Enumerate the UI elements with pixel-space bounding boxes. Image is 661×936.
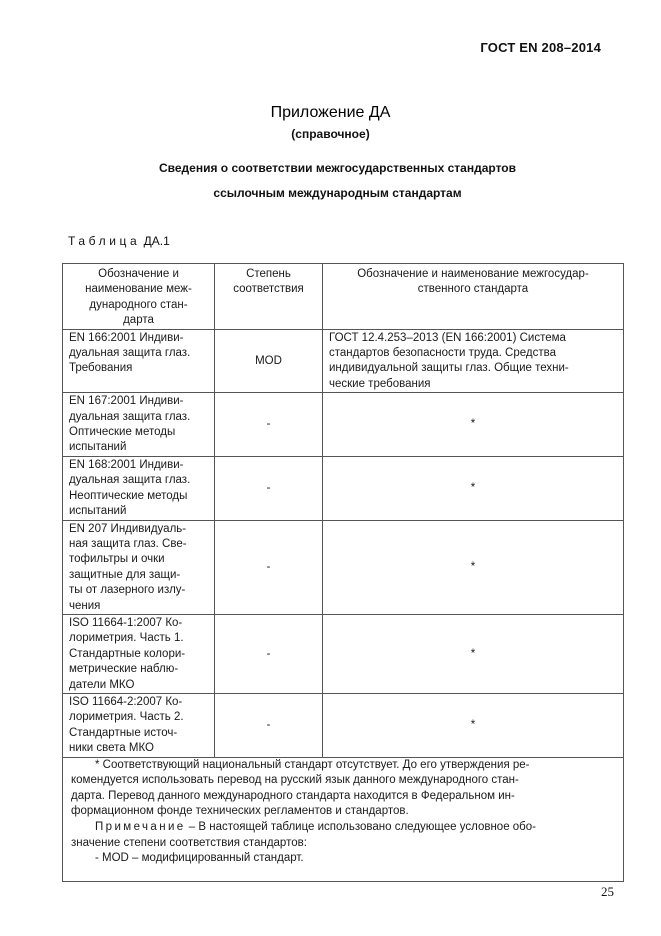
note-line: - MOD – модифицированный стандарт. bbox=[95, 852, 304, 865]
cell-line: Стандартные колори- bbox=[69, 647, 186, 660]
cell-line: ISO 11664-2:2007 Ко- bbox=[69, 695, 183, 708]
cell-international-standard bbox=[63, 693, 215, 757]
note-line bbox=[71, 820, 615, 836]
cell-degree: - bbox=[215, 393, 323, 457]
cell-line: ГОСТ 12.4.253–2013 (EN 166:2001) Система bbox=[329, 331, 566, 344]
table-footnote bbox=[63, 757, 624, 881]
column-header-national bbox=[323, 264, 624, 330]
cell-national-standard bbox=[323, 329, 624, 393]
cell-line: ники света МКО bbox=[69, 742, 154, 755]
column-header-degree bbox=[215, 264, 323, 330]
cell-degree: - bbox=[215, 693, 323, 757]
cell-line: датели МКО bbox=[69, 678, 135, 691]
cell-line: лориметрия. Часть 2. bbox=[69, 711, 184, 724]
cell-international-standard bbox=[63, 393, 215, 457]
cell-line: стандартов безопасности труда. Средства bbox=[329, 347, 556, 360]
table-row bbox=[63, 520, 624, 614]
cell-line: индивидуальной защиты глаз. Общие техни- bbox=[329, 362, 569, 375]
table-row bbox=[63, 614, 624, 693]
header-line: ственного стандарта bbox=[417, 283, 529, 296]
cell-line: чения bbox=[69, 599, 101, 612]
cell-line: испытаний bbox=[69, 505, 127, 518]
table-caption-prefix: Таблица bbox=[68, 234, 141, 248]
cell-line: ISO 11664-1:2007 Ко- bbox=[69, 616, 183, 629]
cell-line: лориметрия. Часть 1. bbox=[69, 632, 184, 645]
appendix-subtitle: (справочное) bbox=[291, 127, 370, 141]
table-row bbox=[63, 393, 624, 457]
footnote-star-line: * Соответствующий национальный стандарт отсутствует. До его утверждения ре- bbox=[95, 758, 530, 771]
header-line: дународного стан- bbox=[89, 298, 188, 311]
cell-degree: - bbox=[215, 456, 323, 520]
cell-line: дуальная защита глаз. bbox=[69, 410, 191, 423]
correspondence-table bbox=[62, 263, 624, 882]
footnote-star-line: комендуется использовать перевод на русский язык данного международного стан- bbox=[71, 774, 519, 787]
table-caption bbox=[68, 234, 170, 248]
table-row bbox=[63, 693, 624, 757]
cell-line: ческие требования bbox=[329, 377, 431, 390]
heading-line-1: Сведения о соответствии межгосударственных стандартов bbox=[159, 161, 516, 175]
cell-line: ная защита глаз. Све- bbox=[69, 537, 187, 550]
header-line: наименование меж- bbox=[85, 283, 192, 296]
header-line: соответствия bbox=[233, 283, 304, 296]
cell-line: EN 167:2001 Индиви- bbox=[69, 395, 184, 408]
cell-line: дуальная защита глаз. bbox=[69, 474, 191, 487]
cell-degree: - bbox=[215, 520, 323, 614]
cell-line: EN 166:2001 Индиви- bbox=[69, 331, 184, 344]
footnote-star-line: формационном фонде технических регламентов и стандартов. bbox=[71, 805, 409, 818]
cell-international-standard bbox=[63, 329, 215, 393]
page-number: 25 bbox=[601, 884, 614, 899]
table-footnote-row bbox=[63, 757, 624, 881]
cell-national-standard: * bbox=[323, 693, 624, 757]
heading-line-2: ссылочным международным стандартам bbox=[213, 186, 462, 200]
header-line: Степень bbox=[246, 268, 291, 280]
document-code: ГОСТ EN 208–2014 bbox=[480, 40, 601, 55]
cell-line: метрические наблю- bbox=[69, 663, 179, 676]
cell-line: Неоптические методы bbox=[69, 489, 188, 502]
cell-national-standard: * bbox=[323, 614, 624, 693]
cell-line: EN 207 Индивидуаль- bbox=[69, 522, 187, 535]
cell-line: Требования bbox=[69, 362, 133, 375]
table-row bbox=[63, 456, 624, 520]
appendix-title: Приложение ДА bbox=[270, 104, 391, 121]
column-header-international bbox=[63, 264, 215, 330]
cell-line: тофильтры и очки bbox=[69, 553, 165, 566]
table-header-row bbox=[63, 264, 624, 330]
cell-international-standard bbox=[63, 520, 215, 614]
note-line: значение степени соответствия стандартов: bbox=[71, 836, 307, 849]
section-heading bbox=[0, 156, 661, 206]
cell-line: Оптические методы bbox=[69, 426, 176, 439]
cell-degree: - bbox=[215, 614, 323, 693]
cell-national-standard: * bbox=[323, 456, 624, 520]
cell-degree: MOD bbox=[215, 329, 323, 393]
note-label: Примечание bbox=[95, 820, 186, 833]
correspondence-table-wrapper bbox=[62, 263, 623, 867]
cell-national-standard: * bbox=[323, 520, 624, 614]
note-text: – В настоящей таблице использовано следующее условное обо- bbox=[185, 820, 536, 833]
cell-international-standard bbox=[63, 614, 215, 693]
cell-national-standard: * bbox=[323, 393, 624, 457]
cell-line: защитные для защи- bbox=[69, 568, 181, 581]
header-line: дарта bbox=[123, 314, 154, 327]
footnote-star-line: дарта. Перевод данного международного стандарта находится в Федеральном ин- bbox=[71, 789, 515, 802]
cell-line: EN 168:2001 Индиви- bbox=[69, 458, 184, 471]
cell-international-standard bbox=[63, 456, 215, 520]
cell-line: Стандартные источ- bbox=[69, 726, 178, 739]
header-line: Обозначение и наименование межгосудар- bbox=[357, 268, 589, 280]
cell-line: дуальная защита глаз. bbox=[69, 347, 191, 360]
cell-line: ты от лазерного излу- bbox=[69, 584, 186, 597]
table-caption-suffix: ДА.1 bbox=[140, 234, 170, 248]
header-line: Обозначение и bbox=[98, 268, 179, 280]
cell-line: испытаний bbox=[69, 441, 127, 454]
table-row bbox=[63, 329, 624, 393]
